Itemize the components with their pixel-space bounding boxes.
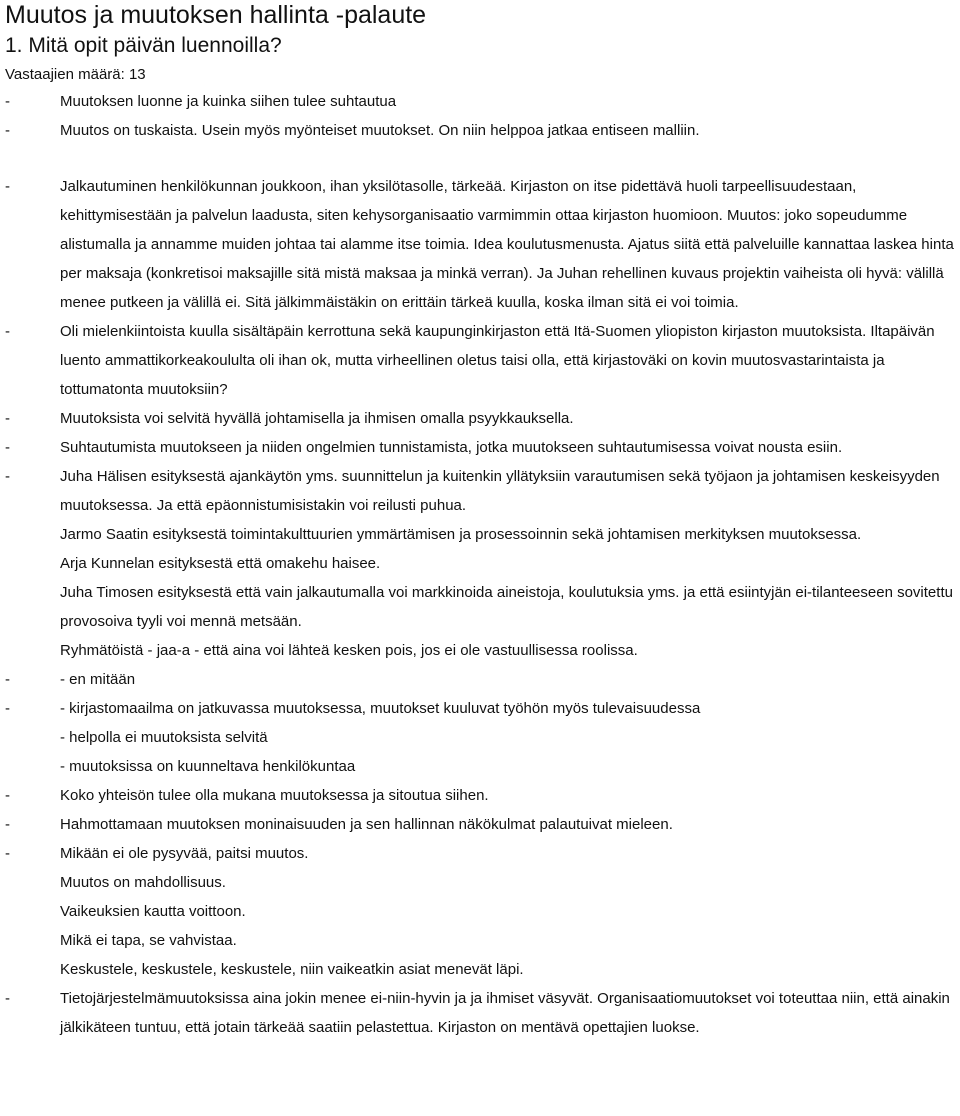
answer-marker <box>5 955 60 984</box>
answer-list <box>5 87 960 1042</box>
answer-item <box>5 549 960 578</box>
answer-marker: - <box>5 816 10 833</box>
answer-text: Ryhmätöistä - jaa-a - että aina voi lähteä kesken pois, jos ei ole vastuullisessa roolissa. <box>60 642 638 659</box>
answer-marker <box>5 926 60 955</box>
answer-text: Suhtautumista muutokseen ja niiden ongelmien tunnistamista, jotka muutokseen suhtautumisessa voivat nousta esiin. <box>60 439 843 456</box>
answer-marker: - <box>5 468 10 485</box>
answer-item <box>5 810 960 839</box>
answer-item <box>5 665 960 694</box>
answer-item <box>5 433 960 462</box>
answer-marker: - <box>5 323 10 340</box>
answer-item <box>5 636 960 665</box>
answer-item <box>5 404 960 433</box>
answer-item <box>5 955 960 984</box>
answer-item <box>5 868 960 897</box>
answer-text: - en mitään <box>60 671 136 688</box>
answer-text: - kirjastomaailma on jatkuvassa muutoksessa, muutokset kuuluvat työhön myös tulevaisuudessa <box>60 700 701 717</box>
answer-text: Mikä ei tapa, se vahvistaa. <box>60 932 237 949</box>
answer-marker: - <box>5 990 10 1007</box>
answer-marker <box>5 752 60 781</box>
answer-marker: - <box>5 787 10 804</box>
answer-item <box>5 694 960 723</box>
answer-marker: - <box>5 700 10 717</box>
answer-item <box>5 172 960 317</box>
respondent-count: Vastaajien määrä: 13 <box>5 66 146 83</box>
answer-text: Juha Hälisen esityksestä ajankäytön yms. suunnittelun ja kuitenkin yllätyksiin varautumisen sekä työjaon ja johtamisen keskeisyyden muutoksessa. Ja että epäonnistumisistakin voi reilusti puhua. <box>60 468 940 514</box>
answer-marker <box>5 868 60 897</box>
answer-text: - muutoksissa on kuunneltava henkilökuntaa <box>60 758 356 775</box>
answer-item <box>5 578 960 636</box>
answer-text: Tietojärjestelmämuutoksissa aina jokin menee ei-niin-hyvin ja ja ihmiset väsyvät. Organisaatiomuutokset voi toteuttaa niin, että ainakin jälkikäteen tuntuu, että jotain tärkeää saatiin pelastettua. Kirjaston on mentävä opettajien luokse. <box>60 990 950 1036</box>
answer-item <box>5 926 960 955</box>
answer-marker: - <box>5 93 10 110</box>
answer-item <box>5 87 960 116</box>
answer-text: Arja Kunnelan esityksestä että omakehu haisee. <box>60 555 381 572</box>
answer-text: Juha Timosen esityksestä että vain jalkautumalla voi markkinoida aineistoja, koulutuksia yms. ja että esiintyjän ei-tilanteeseen sovitettu provosoiva tyyli voi mennä metsään. <box>60 584 953 630</box>
answer-marker: - <box>5 845 10 862</box>
page-title: Muutos ja muutoksen hallinta -palaute <box>5 1 427 29</box>
answer-text: Hahmottamaan muutoksen moninaisuuden ja sen hallinnan näkökulmat palautuivat mieleen. <box>60 816 673 833</box>
answer-marker <box>5 549 60 578</box>
answer-marker <box>5 897 60 926</box>
answer-item <box>5 317 960 404</box>
answer-text: Jarmo Saatin esityksestä toimintakulttuurien ymmärtämisen ja prosessoinnin sekä johtamisen merkityksen muutoksessa. <box>60 526 862 543</box>
answer-text: - helpolla ei muutoksista selvitä <box>60 729 268 746</box>
answer-text: Muutoksen luonne ja kuinka siihen tulee suhtautua <box>60 93 397 110</box>
question-heading: 1. Mitä opit päivän luennoilla? <box>5 34 282 57</box>
answer-text: Vaikeuksien kautta voittoon. <box>60 903 246 920</box>
answer-item <box>5 781 960 810</box>
answer-item <box>5 520 960 549</box>
answer-text: Muutos on tuskaista. Usein myös myönteiset muutokset. On niin helppoa jatkaa entiseen malliin. <box>60 122 700 139</box>
answer-text: Muutos on mahdollisuus. <box>60 874 226 891</box>
answer-text: Muutoksista voi selvitä hyvällä johtamisella ja ihmisen omalla psyykkauksella. <box>60 410 574 427</box>
answer-marker <box>5 723 60 752</box>
answer-marker <box>5 520 60 549</box>
answer-item <box>5 723 960 752</box>
answer-item <box>5 752 960 781</box>
answer-text: Koko yhteisön tulee olla mukana muutoksessa ja sitoutua siihen. <box>60 787 489 804</box>
answer-text: Jalkautuminen henkilökunnan joukkoon, ihan yksilötasolle, tärkeää. Kirjaston on itse pidettävä huoli tarpeellisuudestaan, kehittymisestään ja palvelun laadusta, siten kehysorganisaatio varmimmin ottaa kirjaston huomioon. Muutos: joko sopeudumme alistumalla ja annamme muiden johtaa tai alamme itse toimia. Idea koulutusmenusta. Ajatus siitä että palveluille kannattaa laskea hinta per maksaja (konkretisoi maksajille sitä mistä maksaa ja minkä verran). Ja Juhan rehellinen kuvaus projektin vaiheista oli hyvä: välillä menee putkeen ja välillä ei. Sitä jälkimmäistäkin on erittäin tärkeä kuulla, koska ilman sitä ei voi toimia. <box>60 178 954 311</box>
answer-marker: - <box>5 410 10 427</box>
answer-marker: - <box>5 122 10 139</box>
spacer <box>5 145 960 172</box>
answer-item <box>5 462 960 520</box>
answer-item <box>5 839 960 868</box>
answer-marker <box>5 636 60 665</box>
answer-marker: - <box>5 439 10 456</box>
answer-marker <box>5 578 60 636</box>
answer-text: Mikään ei ole pysyvää, paitsi muutos. <box>60 845 309 862</box>
answer-text: Oli mielenkiintoista kuulla sisältäpäin kerrottuna sekä kaupunginkirjaston että Itä-Suomen yliopiston kirjaston muutoksista. Iltapäivän luento ammattikorkeakoululta oli ihan ok, mutta virheellinen oletus taisi olla, että kirjastoväki on kovin muutosvastarintaista ja tottumatonta muutoksiin? <box>60 323 935 398</box>
answer-text: Keskustele, keskustele, keskustele, niin vaikeatkin asiat menevät läpi. <box>60 961 524 978</box>
answer-item <box>5 984 960 1042</box>
answer-marker: - <box>5 671 10 688</box>
answer-item <box>5 116 960 145</box>
answer-item <box>5 897 960 926</box>
answer-marker: - <box>5 178 10 195</box>
